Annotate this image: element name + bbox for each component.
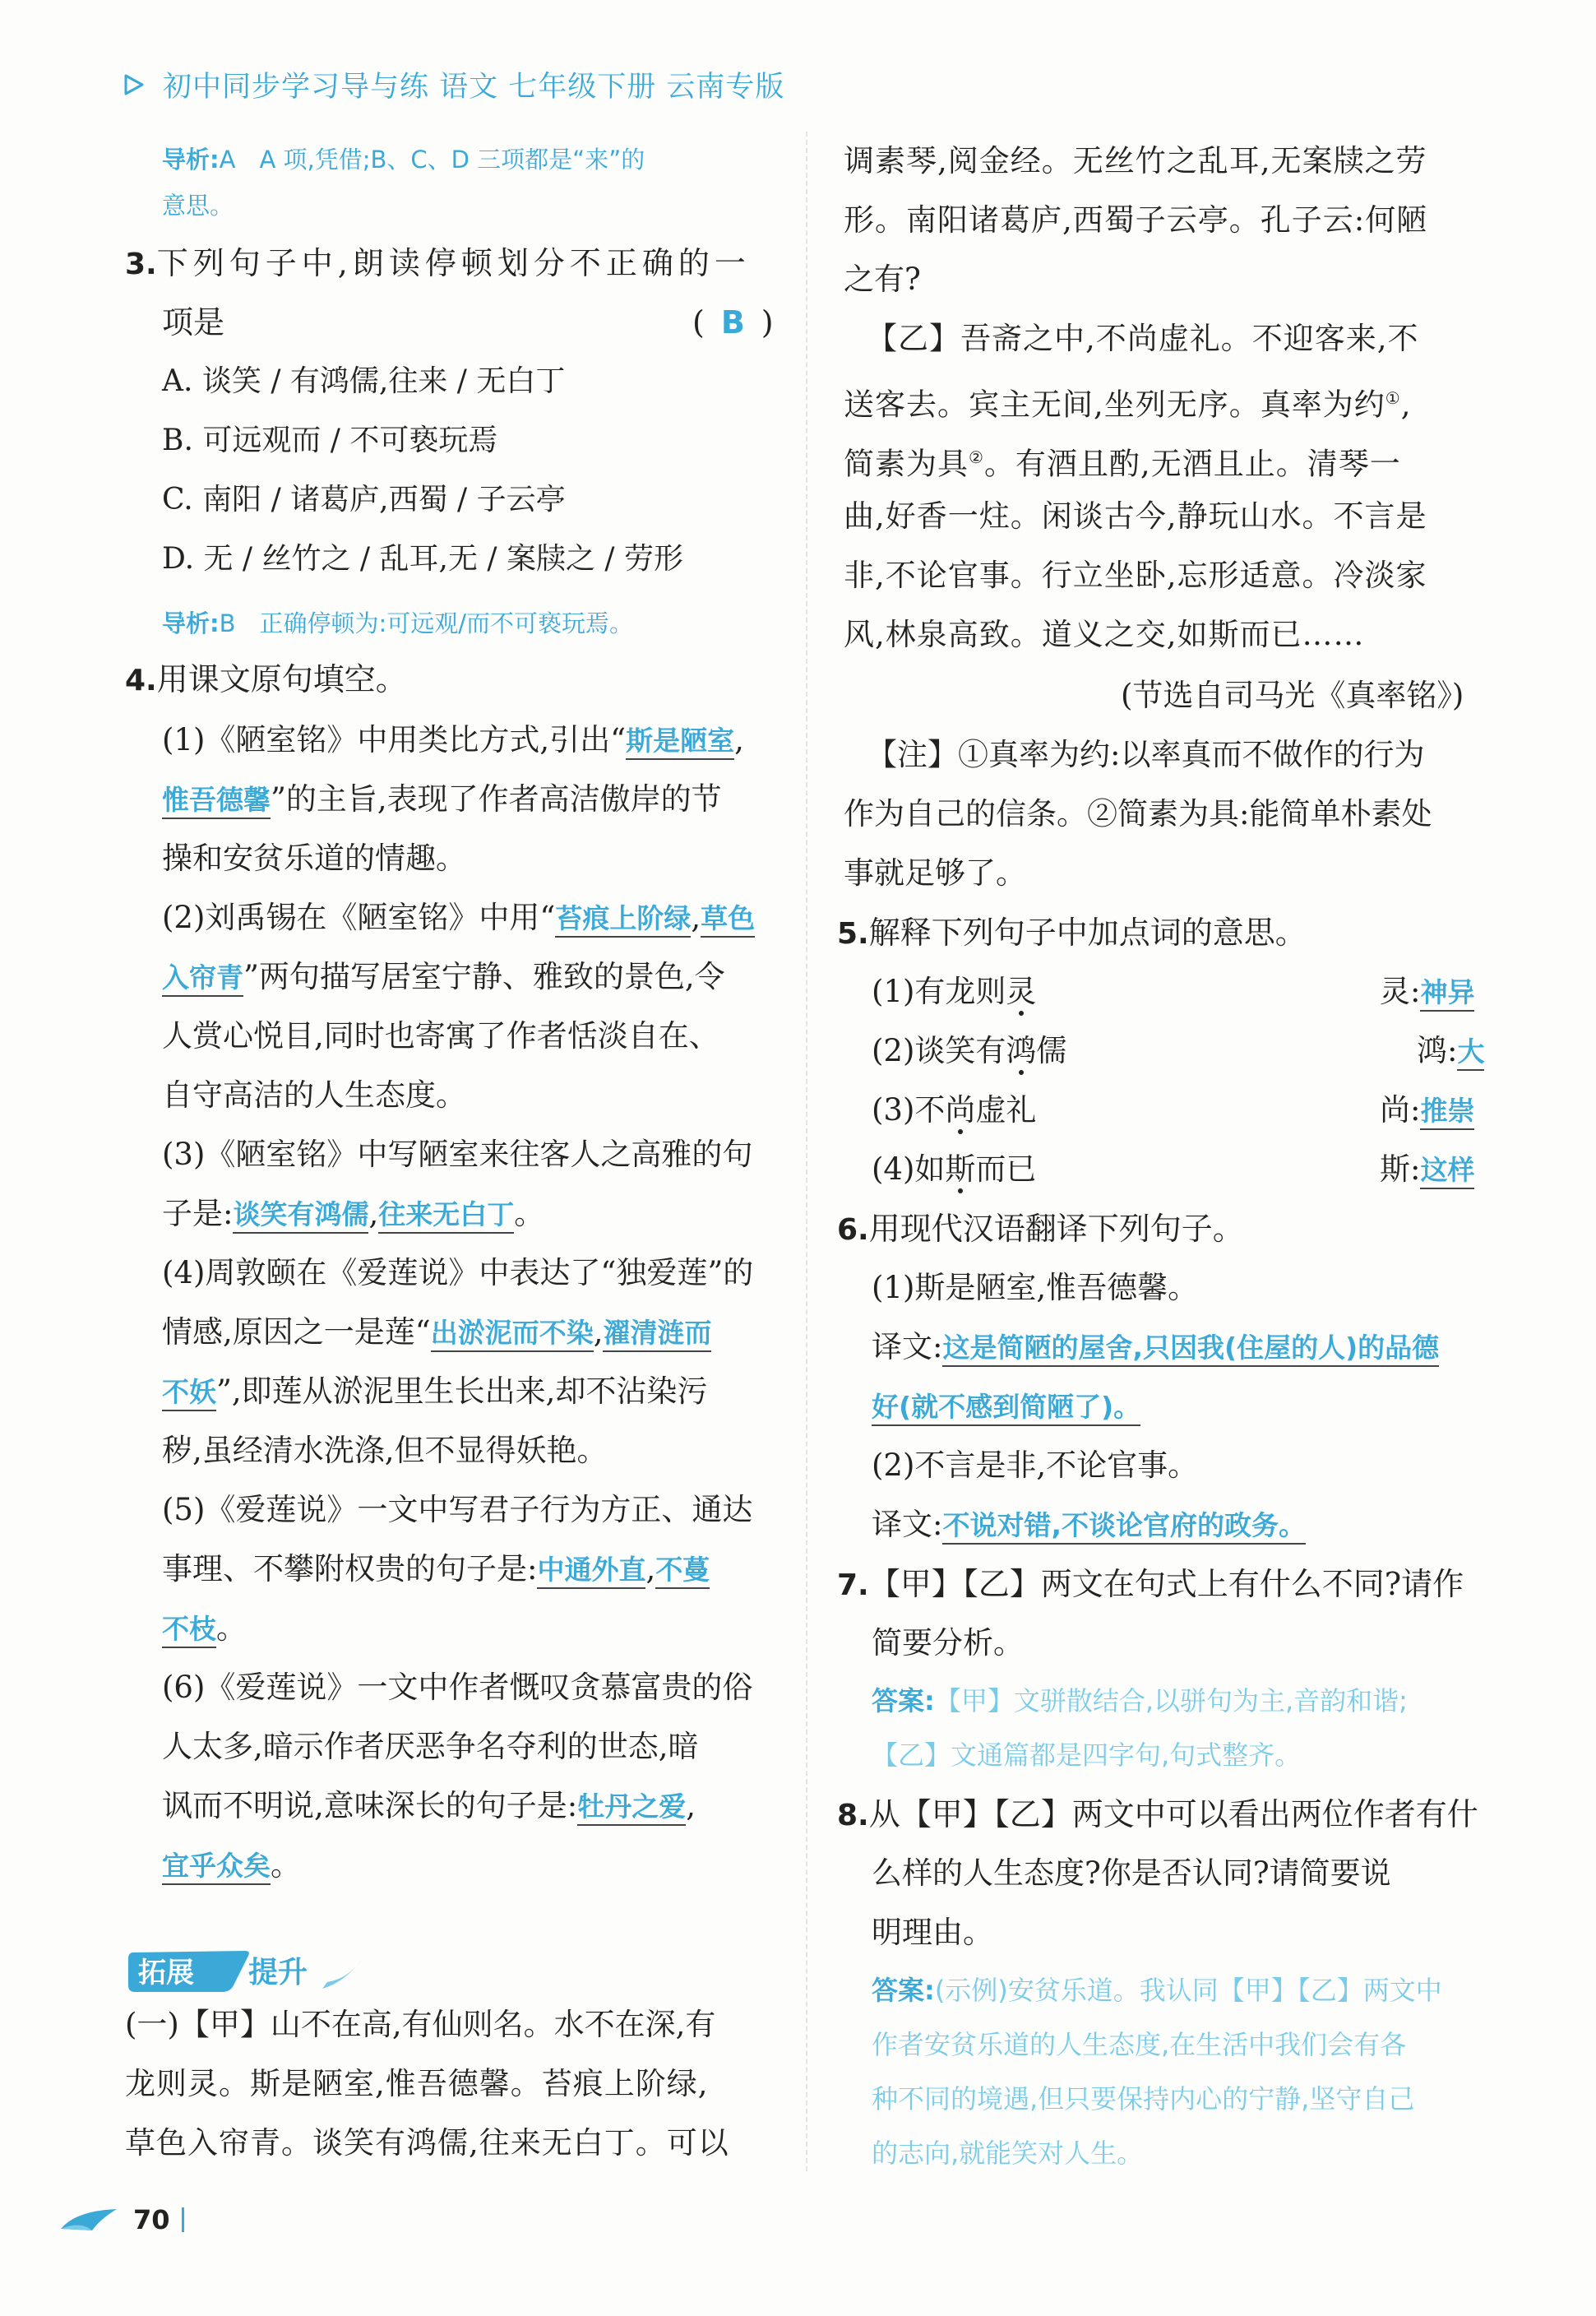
option-b: B. 可远观而 / 不可亵玩焉: [162, 424, 498, 457]
passage-yi-line-1: 【乙】吾斋之中,不尚虚礼。不迎客来,不: [867, 321, 1419, 356]
q7-answer: 答案:【甲】文骈散结合,以骈句为主,音韵和谐;: [872, 1685, 1408, 1716]
play-triangle-icon: [123, 73, 145, 96]
question-3: 3.下列句子中,朗读停顿划分不正确的一: [125, 245, 751, 281]
q5-item-3: (3)不尚虚礼: [872, 1092, 1037, 1128]
badge-text-1: 拓展: [138, 1957, 194, 1989]
passage-jia-line-2: 龙则灵。斯是陋室,惟吾德馨。苔痕上阶绿,: [125, 2066, 709, 2101]
footer-bar: [182, 2207, 184, 2232]
note-3: 导析:B 正确停顿为:可远观/而不可亵玩焉。: [162, 609, 634, 637]
badge-text-2: 提升: [248, 1956, 308, 1989]
running-header: [123, 64, 784, 105]
q5-item-2: (2)谈笑有鸿儒: [872, 1033, 1067, 1068]
passage-jia-cont-1: 调素琴,阅金经。无丝竹之乱耳,无案牍之劳: [844, 143, 1427, 178]
question-4: 4.用课文原句填空。: [125, 661, 407, 697]
question-3-answer: ( B ): [692, 304, 774, 340]
q6-translation-1: 译文:这是简陋的屋舍,只因我(住屋的人)的品德: [872, 1327, 1439, 1368]
option-a: A. 谈笑 / 有鸿儒,往来 / 无白丁: [162, 364, 566, 398]
page-swoosh-icon: [59, 2207, 118, 2232]
header-title: 初中同步学习导与练 语文 七年级下册 云南专版: [163, 71, 785, 104]
q8-answer: 答案:(示例)安贫乐道。我认同【甲】【乙】两文中: [872, 1975, 1442, 2006]
page-footer: [59, 2204, 184, 2235]
option-c: C. 南阳 / 诸葛庐,西蜀 / 子云亭: [162, 483, 566, 516]
question-7: 7.【甲】【乙】两文在句式上有什么不同?请作: [837, 1566, 1464, 1602]
passage-jia-line-1: (一)【甲】山不在高,有仙则名。水不在深,有: [125, 2007, 716, 2042]
passage-jia-line-3: 草色入帘青。谈笑有鸿儒,往来无白丁。可以: [125, 2125, 729, 2161]
note-2: 导析:A A 项,凭借;B、C、D 三项都是“来”的: [162, 146, 645, 174]
q5-item-4: (4)如斯而已: [872, 1151, 1037, 1187]
q5-item-1: (1)有龙则灵: [872, 974, 1037, 1009]
q6-translation-2: 译文:不说对错,不谈论官府的政务。: [872, 1505, 1306, 1545]
annotation-note: 【注】①真率为约:以率真而不做作的行为: [867, 737, 1425, 772]
option-d: D. 无 / 丝竹之 / 乱耳,无 / 案牍之 / 劳形: [162, 542, 683, 576]
page-number: 70: [133, 2204, 170, 2235]
question-6: 6.用现代汉语翻译下列句子。: [837, 1211, 1244, 1247]
question-8: 8.从【甲】【乙】两文中可以看出两位作者有什: [837, 1796, 1478, 1832]
question-5: 5.解释下列句子中加点词的意思。: [837, 915, 1307, 951]
passage-source: (节选自司马光《真率铭》): [1121, 678, 1464, 713]
column-divider: [806, 132, 807, 2171]
section-badge-extension: [125, 1946, 372, 1997]
